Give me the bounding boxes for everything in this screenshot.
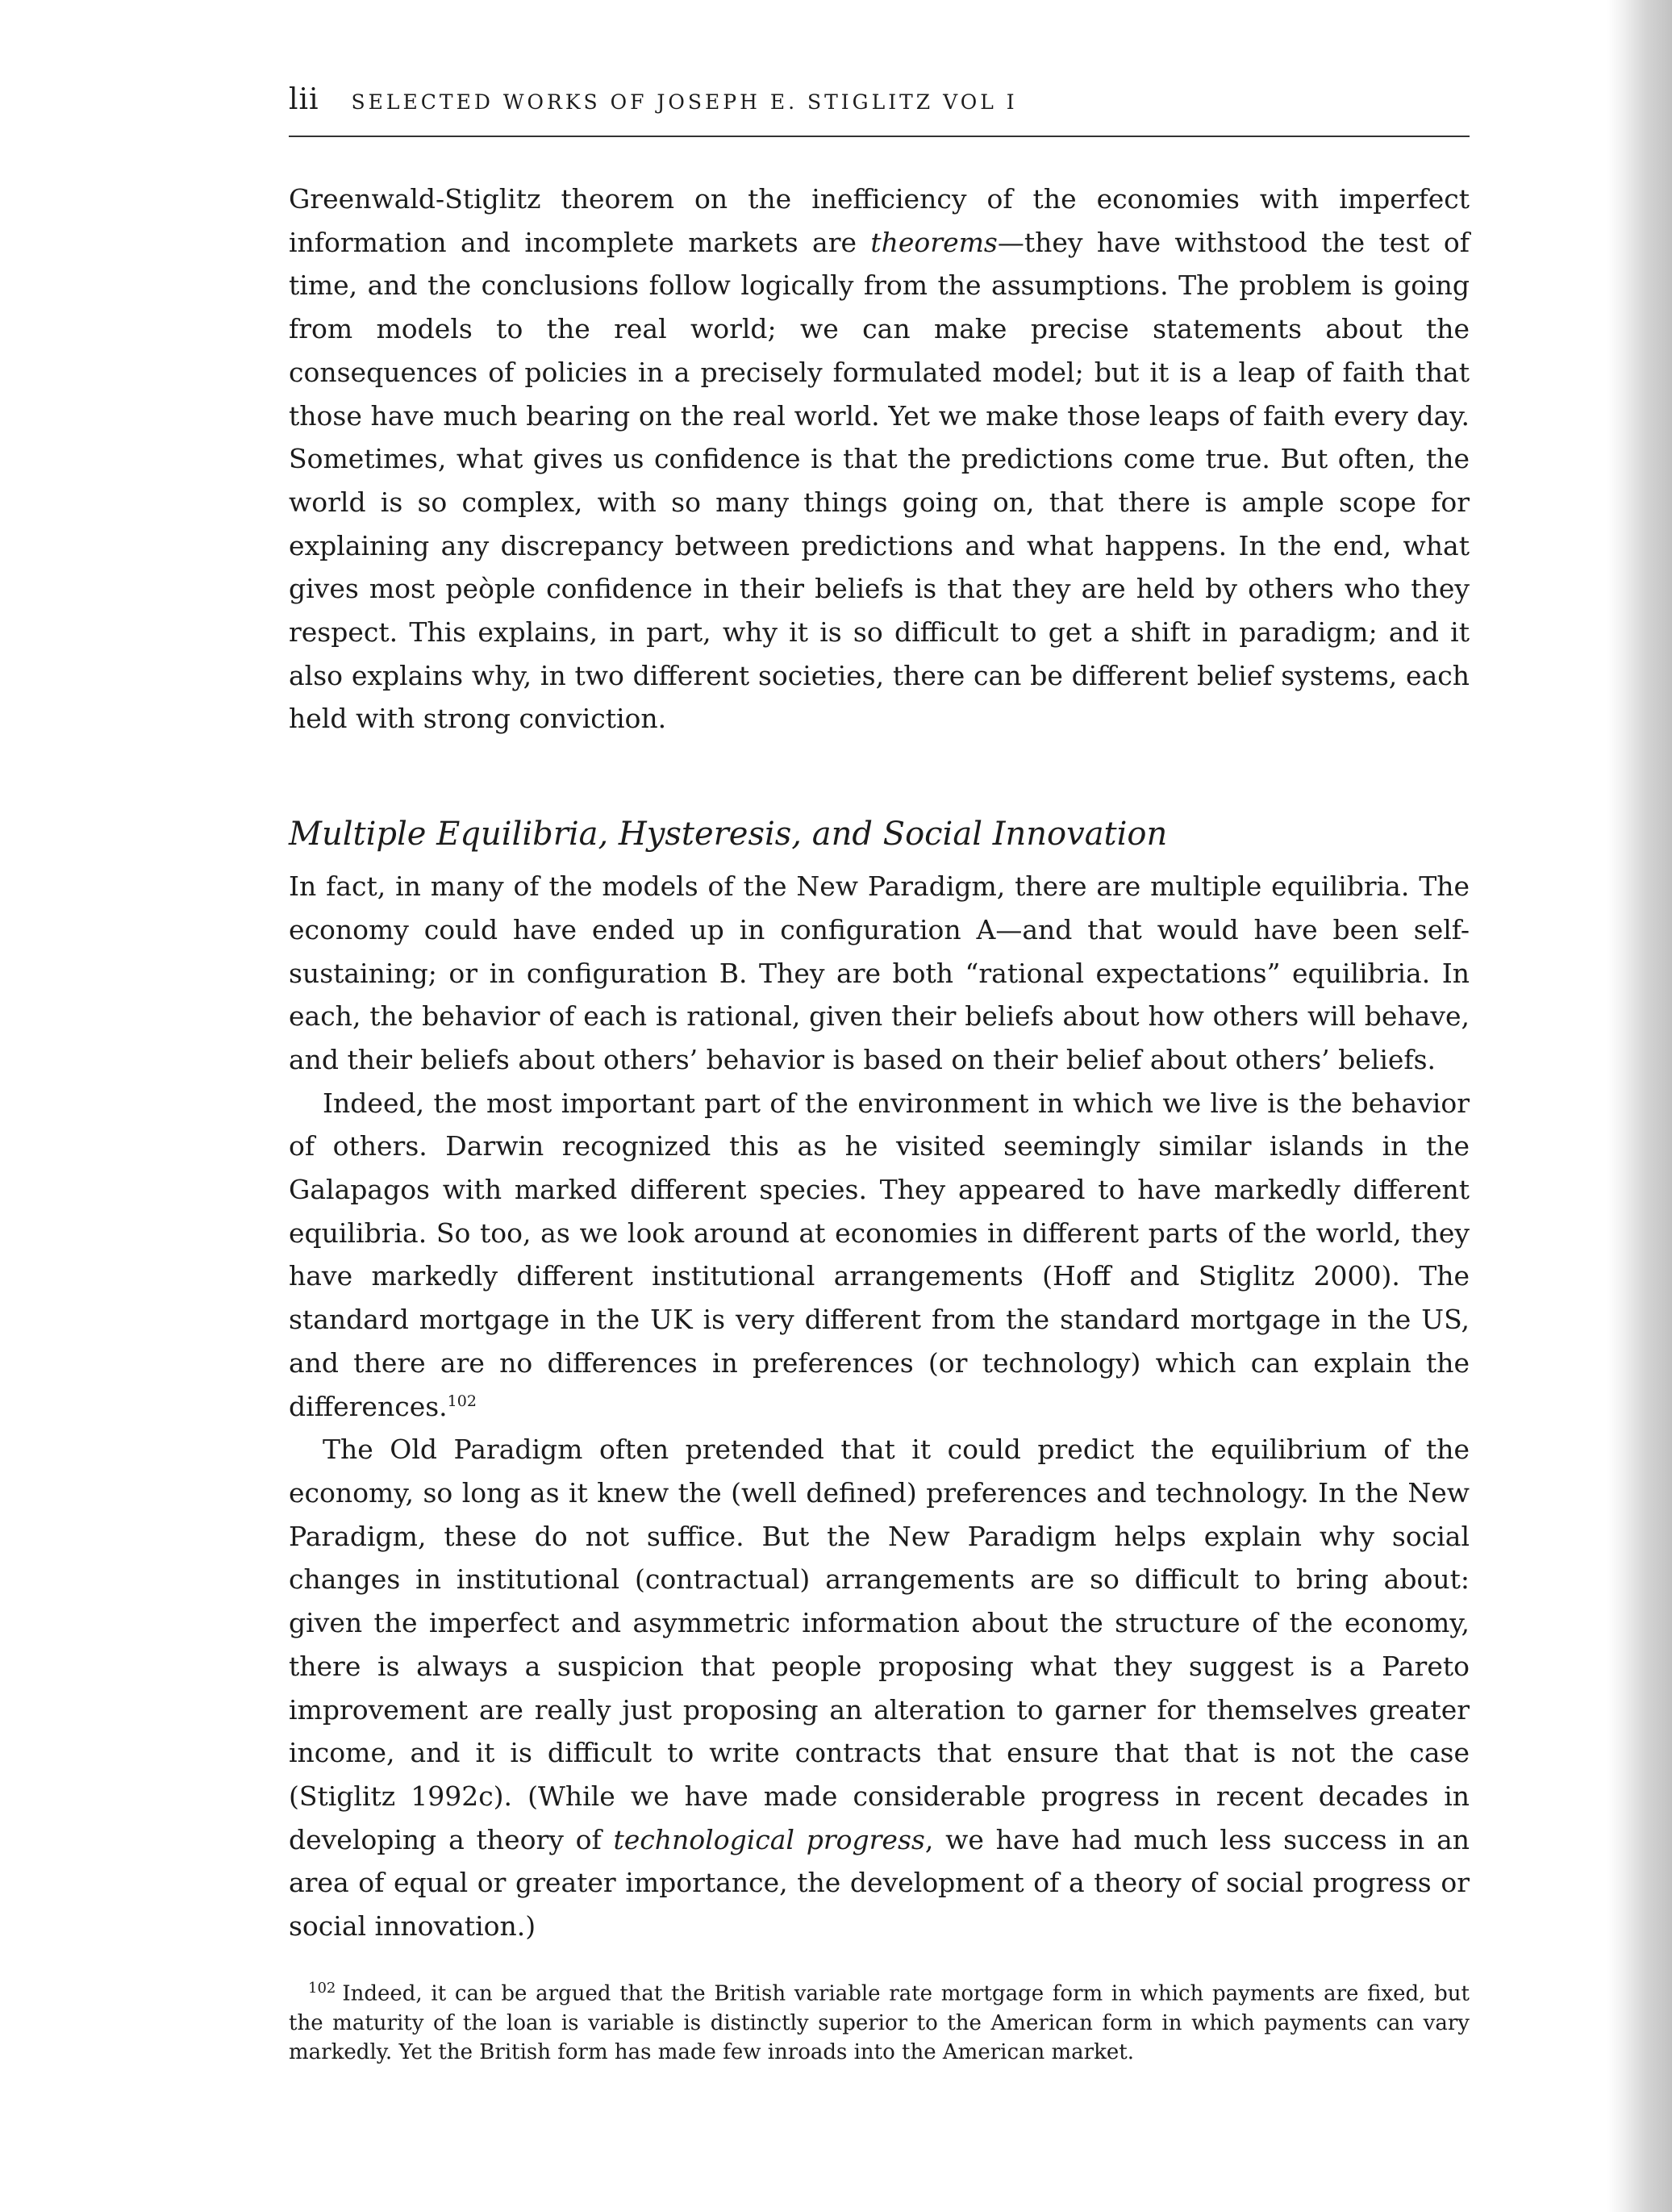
paragraph-3-text: Indeed, the most important part of the environment in which we live is the behavior of others. Darwin recognized this as he visited seemingly similar islands in the Galapagos with marked different species. They appeared to have markedly different equilibria. So too, as we look around at economies in different parts of the world, they have markedly different institutional arrangements (Hoff and Stiglitz 2000). The standard mortgage in the UK is very different from the standard mortgage in the US, and there are no differences in preferences (or technology) which can explain the differences. [289,1087,1470,1422]
page-number: lii [289,83,319,116]
page-body [289,177,1470,1948]
paragraph-3 [289,1082,1470,1429]
paragraph-4-emphasis: technological progress [613,1823,925,1855]
footnote-number: 102 [308,1980,336,1997]
footnote [289,1974,1470,2067]
section-heading: Multiple Equilibria, Hysteresis, and Social Innovation [289,816,1168,853]
paragraph-1-start: Greenwald-Stiglitz theorem on the inefficiency of the economies with imperfect information and incomplete markets are [289,183,1470,258]
running-header [289,83,1470,116]
paragraph-1 [289,177,1470,741]
binding-shadow [1607,0,1672,2212]
header-rule [289,136,1470,137]
footnote-text: Indeed, it can be argued that the British variable rate mortgage form in which payments are fixed, but the maturity of the loan is variable is distinctly superior to the American form in which payments can vary markedly. Yet the British form has made few inroads into the American market. [289,1981,1470,2064]
paragraph-1-rest: —they have withstood the test of time, and the conclusions follow logically from the assumptions. The problem is going from models to the real world; we can make precise statements about the consequences of policies in a precisely formulated model; but it is a leap of faith that those have much bearing on the real world. Yet we make those leaps of faith every day. Sometimes, what gives us confidence is that the predictions come true. But often, the world is so complex, with so many things going on, that there is ample scope for explaining any discrepancy between predictions and what happens. In the end, what gives most peòple confidence in their beliefs is that they are held by others who they respect. This explains, in part, why it is so difficult to get a shift in paradigm; and it also explains why, in two different societies, there can be different belief systems, each held with strong conviction. [289,226,1470,735]
running-title: SELECTED WORKS OF JOSEPH E. STIGLITZ VOL I [351,90,1018,114]
footnote-reference: 102 [447,1392,477,1410]
paragraph-4-rest: , we have had much less success in an area of equal or greater importance, the development of a theory of social progress or social innovation.) [289,1823,1470,1943]
paragraph-1-emphasis: theorems [870,226,998,258]
paragraph-4-start: The Old Paradigm often pretended that it could predict the equilibrium of the economy, so long as it knew the (well defined) preferences and technology. In the New Paradigm, these do not suffice. But the New Paradigm helps explain why social changes in institutional (contractual) arrangements are so difficult to bring about: given the imperfect and asymmetric information about the structure of the economy, there is always a suspicion that people proposing what they suggest is a Pareto improvement are really just proposing an alteration to garner for themselves greater income, and it is difficult to write contracts that ensure that that is not the case (Stiglitz 1992c). (While we have made considerable progress in recent decades in developing a theory of [289,1434,1470,1855]
paragraph-2: In fact, in many of the models of the New Paradigm, there are multiple equilibria. The economy could have ended up in configuration A—and that would have been self-sustaining; or in configuration B. They are both “rational expectations” equilibria. In each, the behavior of each is rational, given their beliefs about how others will behave, and their beliefs about others’ behavior is based on their belief about others’ beliefs. [289,870,1470,1075]
paragraph-4 [289,1428,1470,1947]
